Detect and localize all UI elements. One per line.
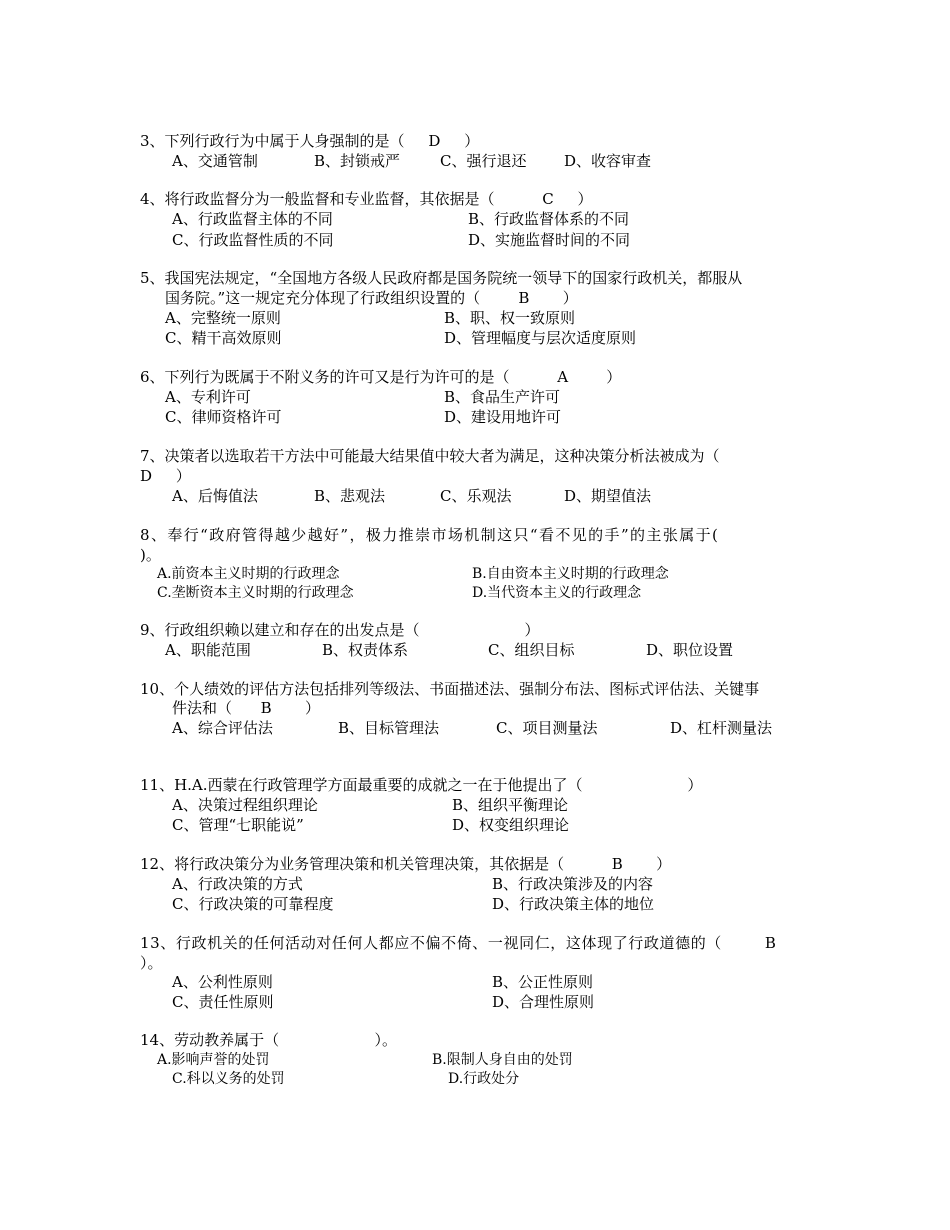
option-c: C、组织目标 [488, 641, 575, 659]
option-c: C、责任性原则 [172, 993, 274, 1011]
option-d: D、合理性原则 [492, 993, 595, 1011]
option-b: B.限制人身自由的处罚 [432, 1052, 573, 1068]
option-a: A、决策过程组织理论 [172, 796, 318, 814]
option-a: A.影响声誉的处罚 [157, 1052, 270, 1068]
option-b: B、目标管理法 [338, 719, 440, 737]
question-text: 3、下列行政行为中属于人身强制的是（ D ） [140, 132, 480, 150]
option-b: B、职、权一致原则 [444, 309, 576, 327]
question-text-continued: )。 [140, 546, 161, 564]
option-b: B、行政决策涉及的内容 [492, 875, 654, 893]
option-c: C.垄断资本主义时期的行政理念 [157, 585, 354, 601]
option-a: A、综合评估法 [172, 719, 273, 737]
question-text: 11、H.A.西蒙在行政管理学方面最重要的成就之一在于他提出了（ ） [140, 776, 703, 794]
option-c: C、精干高效原则 [165, 329, 282, 347]
option-a: A.前资本主义时期的行政理念 [157, 566, 340, 582]
option-a: A、行政决策的方式 [172, 875, 303, 893]
option-a: A、后悔值法 [172, 487, 258, 505]
option-d: D、期望值法 [564, 487, 652, 505]
option-c: C、行政监督性质的不同 [172, 231, 334, 249]
option-c: C.科以义务的处罚 [172, 1071, 285, 1087]
question-text: 6、下列行为既属于不附义务的许可又是行为许可的是（ A ） [140, 368, 622, 386]
option-c: C、乐观法 [440, 487, 512, 505]
option-d: D、杠杆测量法 [670, 719, 773, 737]
option-c: C、项目测量法 [496, 719, 598, 737]
option-a: A、交通管制 [172, 152, 258, 170]
option-d: D.当代资本主义的行政理念 [472, 585, 642, 601]
question-text: 13、行政机关的任何活动对任何人都应不偏不倚、一视同仁，这体现了行政道德的（ B [140, 934, 777, 952]
option-d: D、实施监督时间的不同 [468, 231, 631, 249]
question-text: 10、个人绩效的评估方法包括排列等级法、书面描述法、强制分布法、图标式评估法、关键事 [140, 680, 760, 698]
question-text: 7、决策者以选取若干方法中可能最大结果值中较大者为满足，这种决策分析法被成为（ [140, 447, 720, 465]
question-text: 14、劳动教养属于（ ）。 [140, 1031, 397, 1049]
option-d: D、建设用地许可 [444, 408, 562, 426]
question-text: 8、奉行“政府管得越少越好”，极力推崇市场机制这只“看不见的手”的主张属于( [140, 526, 720, 544]
question-text: 9、行政组织赖以建立和存在的出发点是（ ） [140, 621, 540, 639]
option-c: C、管理“七职能说” [172, 816, 304, 834]
option-c: C、律师资格许可 [165, 408, 282, 426]
option-b: B、悲观法 [314, 487, 386, 505]
option-a: A、公利性原则 [172, 973, 273, 991]
option-b: B、组织平衡理论 [452, 796, 569, 814]
option-b: B、公正性原则 [492, 973, 594, 991]
option-a: A、行政监督主体的不同 [172, 210, 333, 228]
question-text-continued: D ） [140, 467, 191, 485]
question-text-continued: 国务院。”这一规定充分体现了行政组织设置的（ B ） [165, 289, 578, 307]
question-text: 4、将行政监督分为一般监督和专业监督，其依据是（ C ） [140, 190, 593, 208]
option-b: B、行政监督体系的不同 [468, 210, 630, 228]
option-a: A、专利许可 [165, 388, 251, 406]
option-b: B、食品生产许可 [444, 388, 561, 406]
option-d: D、职位设置 [646, 641, 734, 659]
option-b: B、封锁戒严 [314, 152, 401, 170]
option-b: B、权责体系 [322, 641, 409, 659]
option-a: A、完整统一原则 [165, 309, 281, 327]
option-d: D、权变组织理论 [452, 816, 570, 834]
question-text: 12、将行政决策分为业务管理决策和机关管理决策，其依据是（ B ） [140, 855, 672, 873]
option-d: D、收容审查 [564, 152, 652, 170]
option-c: C、强行退还 [440, 152, 527, 170]
question-text-continued: ）。 [140, 954, 163, 972]
option-d: D.行政处分 [448, 1071, 520, 1087]
option-b: B.自由资本主义时期的行政理念 [472, 566, 669, 582]
question-text-continued: 件法和（ B ） [172, 699, 321, 717]
option-d: D、行政决策主体的地位 [492, 895, 655, 913]
question-text: 5、我国宪法规定，“全国地方各级人民政府都是国务院统一领导下的国家行政机关，都服从 [140, 269, 743, 287]
option-a: A、职能范围 [165, 641, 251, 659]
option-c: C、行政决策的可靠程度 [172, 895, 334, 913]
option-d: D、管理幅度与层次适度原则 [444, 329, 637, 347]
